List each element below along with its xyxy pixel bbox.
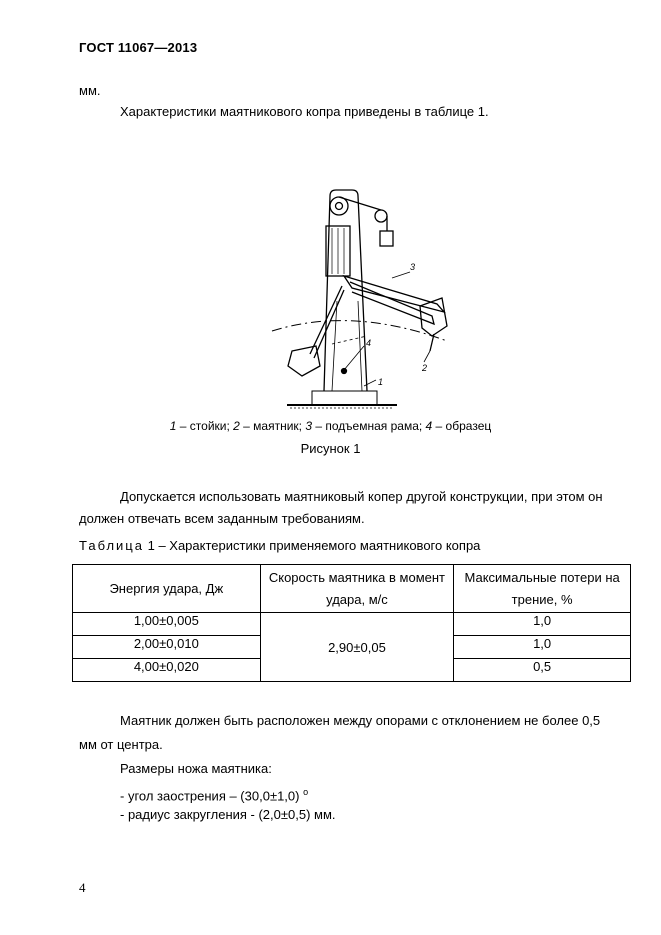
cell-losses-1: 1,0 — [454, 613, 631, 636]
cell-losses-2: 1,0 — [454, 636, 631, 659]
legend-num-1: 1 — [169, 419, 177, 433]
cell-losses-3: 0,5 — [454, 659, 631, 682]
cell-speed: 2,90±0,05 — [260, 613, 454, 682]
knife-angle-text: - угол заострения – (30,0±1,0) — [120, 788, 304, 804]
pendulum-figure — [272, 186, 472, 416]
degree-mark: o — [303, 787, 309, 797]
header-losses — [454, 565, 631, 613]
table-caption — [79, 538, 480, 554]
header-energy: Энергия удара, Дж — [73, 565, 261, 613]
cell-energy-3: 4,00±0,020 — [73, 659, 261, 682]
continuation-text: мм. — [79, 83, 101, 98]
label-4: 4 — [366, 338, 372, 348]
header-speed — [260, 565, 454, 613]
label-3: 3 — [410, 262, 416, 272]
header-speed-line2: удара, м/с — [326, 591, 388, 607]
table-caption-rest: 1 – Характеристики применяемого маятникового копра — [143, 538, 481, 553]
legend-text-4: – образец — [432, 419, 492, 433]
table-header-row — [73, 565, 631, 613]
page-number: 4 — [79, 880, 86, 895]
table-row — [73, 613, 631, 636]
legend-num-2: 2 — [233, 419, 240, 433]
pendulum-lines — [272, 190, 447, 408]
legend-num-4: 4 — [425, 419, 433, 433]
knife-radius: - радиус закругления - (2,0±0,5) мм. — [120, 807, 336, 822]
document-header: ГОСТ 11067—2013 — [79, 40, 198, 55]
header-losses-line2: трение, % — [511, 591, 573, 607]
label-2: 2 — [422, 363, 428, 373]
pendulum-drawing — [272, 186, 472, 411]
characteristics-table — [72, 564, 631, 682]
alt-design-line2: должен отвечать всем заданным требованиям. — [79, 511, 365, 526]
header-speed-line1: Скорость маятника в момент — [268, 569, 446, 585]
pendulum-position-line1: Маятник должен быть расположен между опорами с отклонением не более 0,5 — [120, 713, 601, 728]
table-caption-word: Таблица — [79, 538, 144, 553]
legend-text-2: – маятник; — [239, 419, 306, 433]
alt-design-line1: Допускается использовать маятниковый копер другой конструкции, при этом он — [120, 489, 603, 504]
legend-text-1: – стойки; — [176, 419, 234, 433]
cell-energy-1: 1,00±0,005 — [73, 613, 261, 636]
legend-text-3: – подъемная рама; — [312, 419, 426, 433]
knife-angle — [120, 784, 308, 804]
pendulum-position-line2: мм от центра. — [79, 737, 163, 752]
figure-title: Рисунок 1 — [300, 441, 361, 456]
knife-dimensions-intro: Размеры ножа маятника: — [120, 761, 272, 776]
label-1: 1 — [378, 377, 384, 387]
table-reference-text: Характеристики маятникового копра приведены в таблице 1. — [120, 104, 489, 119]
legend-num-3: 3 — [305, 419, 313, 433]
header-losses-line1: Максимальные потери на — [464, 569, 620, 585]
cell-energy-2: 2,00±0,010 — [73, 636, 261, 659]
figure-legend — [0, 419, 661, 433]
